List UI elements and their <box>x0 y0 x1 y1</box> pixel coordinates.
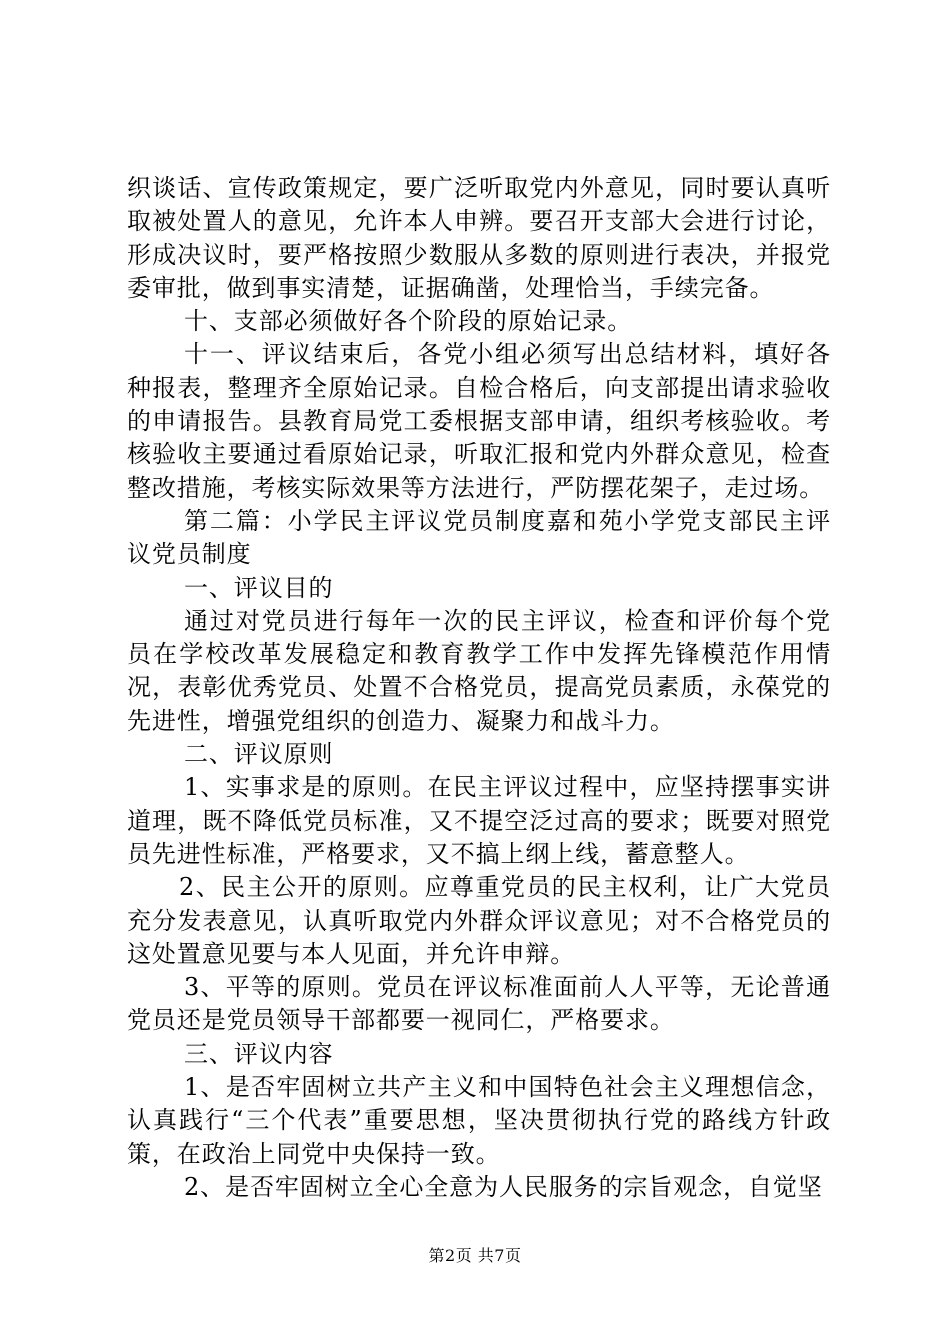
paragraph-purpose: 通过对党员进行每年一次的民主评议，检查和评价每个党员在学校改革发展稳定和教育教学工作中发挥先锋模范作用情况，表彰优秀党员、处置不合格党员，提高党员素质，永葆党的先进性，增强党组织的创造力、凝聚力和战斗力。 <box>127 606 831 735</box>
section-title-part-two: 第二篇：小学民主评议党员制度嘉和苑小学党支部民主评议党员制度 <box>127 506 831 569</box>
paragraph-content-1: 1、是否牢固树立共产主义和中国特色社会主义理想信念，认真践行“三个代表”重要思想，坚决贯彻执行党的路线方针政策，在政治上同党中央保持一致。 <box>127 1073 831 1168</box>
paragraph-principle-3: 3、平等的原则。党员在评议标准面前人人平等，无论普通党员还是党员领导干部都要一视同仁，严格要求。 <box>127 973 831 1035</box>
heading-principles: 二、评议原则 <box>184 740 334 769</box>
paragraph-principle-2: 2、民主公开的原则。应尊重党员的民主权利，让广大党员充分发表意见，认真听取党内外群众评议意见；对不合格党员的这处置意见要与本人见面，并允许申辩。 <box>127 873 831 968</box>
paragraph-principle-1: 1、实事求是的原则。在民主评议过程中，应坚持摆事实讲道理，既不降低党员标准，又不提空泛过高的要求；既要对照党员先进性标准，严格要求，又不搞上纲上线，蓄意整人。 <box>127 773 831 868</box>
paragraph-content-2: 2、是否牢固树立全心全意为人民服务的宗旨观念，自觉坚 <box>184 1172 823 1201</box>
paragraph-continuation: 织谈话、宣传政策规定，要广泛听取党内外意见，同时要认真听取被处置人的意见，允许本人申辨。要召开支部大会进行讨论，形成决议时，要严格按照少数服从多数的原则进行表决，并报党委审批，做到事实清楚，证据确凿，处理恰当，手续完备。 <box>127 174 831 302</box>
heading-purpose: 一、评议目的 <box>184 573 334 602</box>
page-number-label: 第2页 共7页 <box>428 1246 522 1265</box>
document-body <box>127 172 831 1204</box>
heading-content: 三、评议内容 <box>184 1039 334 1068</box>
paragraph-item-eleven: 十一、评议结束后，各党小组必须写出总结材料，填好各种报表，整理齐全原始记录。自检合格后，向支部提出请求验收的申请报告。县教育局党工委根据支部申请，组织考核验收。考核验收主要通过看原始记录，听取汇报和党内外群众意见，检查整改措施，考核实际效果等方法进行，严防摆花架子，走过场。 <box>127 340 831 502</box>
paragraph-item-ten: 十、支部必须做好各个阶段的原始记录。 <box>184 307 633 336</box>
page-footer <box>0 1243 950 1266</box>
